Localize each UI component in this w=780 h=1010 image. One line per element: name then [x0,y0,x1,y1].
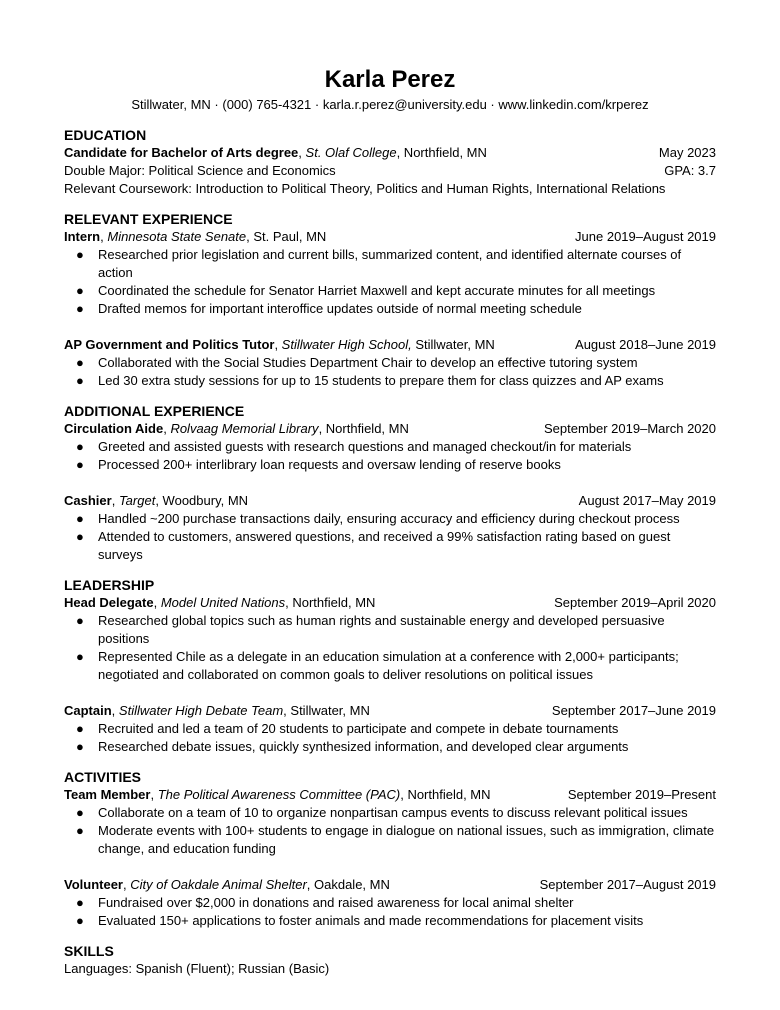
skills-languages: Languages: Spanish (Fluent); Russian (Basic) [64,961,330,976]
bullet-item [64,282,716,300]
entry-location: , Woodbury, MN [155,493,249,508]
bullet-text: Moderate events with 100+ students to engage in dialogue on national issues, such as immigration, climate change, and education funding [98,823,715,856]
bullet-item [64,246,716,282]
entry-date: June 2019–August 2019 [575,229,716,244]
bullet-icon: ● [76,823,84,838]
entry-heading: Intern, Minnesota State Senate, St. Paul, MN [64,229,327,244]
bullet-item [64,720,716,738]
bullet-icon: ● [76,895,84,910]
bullet-item [64,612,716,648]
bullet-icon: ● [76,511,84,526]
bullet-list [64,612,716,684]
bullet-text: Handled ~200 purchase transactions daily, ensuring accuracy and efficiency during checkout process [98,511,680,526]
entry-heading: Cashier, Target, Woodbury, MN [64,493,249,508]
entry-header [64,786,716,804]
experience-entry [64,228,716,318]
entry-header [64,876,716,894]
entry-location: , Oakdale, MN [306,877,390,892]
section-title-skills: SKILLS [64,943,114,959]
entry-org: Target [118,493,156,508]
bullet-list [64,354,716,390]
bullet-text: Coordinated the schedule for Senator Harriet Maxwell and kept accurate minutes for all meetings [98,283,656,298]
entry-date: September 2019–March 2020 [543,421,716,436]
bullet-icon: ● [76,439,84,454]
school-location: , Northfield, MN [396,145,487,160]
bullet-item [64,372,716,390]
contact-line: Stillwater, MN · (000) 765-4321 · karla.r.perez@university.edu · www.linkedin.com/krperez [131,97,649,112]
bullet-text: Recruited and led a team of 20 students to participate and compete in debate tournaments [98,721,619,736]
bullet-item [64,438,716,456]
bullet-icon: ● [76,649,84,664]
entry-location: , Stillwater, MN [283,703,370,718]
entry-org: Stillwater High Debate Team [118,703,284,718]
bullet-text: Attended to customers, answered questions, and received a 99% satisfaction rating based on guest surveys [98,529,671,562]
entry-date: September 2019–Present [567,787,716,802]
leadership-entry [64,702,716,756]
entry-role: AP Government and Politics Tutor [64,337,275,352]
entry-heading: Captain, Stillwater High Debate Team, Stillwater, MN [64,703,370,718]
bullet-item [64,354,716,372]
entry-date: August 2018–June 2019 [575,337,716,352]
bullet-text: Processed 200+ interlibrary loan requests and oversaw lending of reserve books [98,457,561,472]
section-title-additional-experience: ADDITIONAL EXPERIENCE [64,403,245,419]
entry-org: Minnesota State Senate [107,229,247,244]
entry-org: City of Oakdale Animal Shelter [130,877,307,892]
experience-entry [64,420,716,474]
experience-entry [64,336,716,390]
entry-date: September 2017–August 2019 [539,877,716,892]
bullet-text: Greeted and assisted guests with research questions and managed checkout/in for materials [98,439,632,454]
bullet-item [64,894,716,912]
bullet-text: Fundraised over $2,000 in donations and raised awareness for local animal shelter [98,895,574,910]
entry-role: Cashier [64,493,112,508]
entry-location: , Northfield, MN [400,787,491,802]
education-degree-text: Candidate for Bachelor of Arts degree, St. Olaf College, Northfield, MN [64,145,487,160]
entry-role: Head Delegate [64,595,154,610]
bullet-icon: ● [76,301,84,316]
entry-org: Model United Nations [160,595,286,610]
section-title-activities: ACTIVITIES [64,769,142,785]
entry-header [64,336,716,354]
bullet-list [64,246,716,318]
entry-heading: Team Member, The Political Awareness Committee (PAC), Northfield, MN [64,787,491,802]
entry-date: August 2017–May 2019 [578,493,716,508]
bullet-item [64,456,716,474]
entry-role: Team Member [64,787,151,802]
bullet-item [64,648,716,684]
bullet-text: Drafted memos for important interoffice updates outside of normal meeting schedule [98,301,582,316]
entry-org: The Political Awareness Committee (PAC) [157,787,401,802]
entry-header [64,594,716,612]
bullet-item [64,300,716,318]
entry-header [64,420,716,438]
gpa: GPA: 3.7 [664,163,716,178]
bullet-list [64,720,716,756]
entry-date: September 2017–June 2019 [551,703,716,718]
bullet-icon: ● [76,457,84,472]
bullet-text: Researched global topics such as human rights and sustainable energy and developed persuasive positions [98,613,665,646]
entry-role: Captain [64,703,112,718]
entry-heading: AP Government and Politics Tutor, Stillwater High School, Stillwater, MN [64,337,495,352]
education-date: May 2023 [658,145,716,160]
entry-location: , Northfield, MN [318,421,409,436]
bullet-list [64,894,716,930]
bullet-list [64,804,716,858]
bullet-text: Collaborate on a team of 10 to organize nonpartisan campus events to discuss relevant political issues [98,805,688,820]
bullet-icon: ● [76,355,84,370]
school: St. Olaf College [305,145,397,160]
entry-role: Volunteer [64,877,123,892]
experience-entry [64,492,716,564]
entry-role: Circulation Aide [64,421,164,436]
coursework: Relevant Coursework: Introduction to Political Theory, Politics and Human Rights, International Relations [64,181,666,196]
bullet-icon: ● [76,739,84,754]
bullet-icon: ● [76,805,84,820]
entry-org: Rolvaag Memorial Library [170,421,319,436]
resume-page [64,64,716,978]
bullet-icon: ● [76,247,84,262]
bullet-text: Collaborated with the Social Studies Department Chair to develop an effective tutoring system [98,355,638,370]
entry-header [64,492,716,510]
bullet-item [64,822,716,858]
resume-name: Karla Perez [324,66,456,93]
activity-entry [64,876,716,930]
section-title-relevant-experience: RELEVANT EXPERIENCE [64,211,233,227]
entry-header [64,228,716,246]
bullet-item [64,528,716,564]
section-title-leadership: LEADERSHIP [64,577,155,593]
activity-entry [64,786,716,858]
bullet-icon: ● [76,529,84,544]
bullet-icon: ● [76,913,84,928]
education-major-row [64,162,716,180]
major: Double Major: Political Science and Economics [64,163,336,178]
bullet-icon: ● [76,283,84,298]
entry-date: September 2019–April 2020 [554,595,716,610]
entry-header [64,702,716,720]
bullet-icon: ● [76,613,84,628]
bullet-text: Evaluated 150+ applications to foster animals and made recommendations for placement visits [98,913,644,928]
bullet-item [64,804,716,822]
bullet-icon: ● [76,721,84,736]
entry-location: Stillwater, MN [411,337,495,352]
bullet-text: Researched debate issues, quickly synthesized information, and developed clear arguments [98,739,629,754]
entry-org: Stillwater High School, [281,337,412,352]
bullet-text: Led 30 extra study sessions for up to 15 students to prepare them for class quizzes and AP exams [98,373,664,388]
bullet-text: Researched prior legislation and current bills, summarized content, and identified alternate courses of action [98,247,682,280]
entry-heading: Volunteer, City of Oakdale Animal Shelter, Oakdale, MN [64,877,390,892]
section-title-education: EDUCATION [64,127,147,143]
entry-heading: Head Delegate, Model United Nations, Northfield, MN [64,595,376,610]
education-degree-row [64,144,716,162]
degree: Candidate for Bachelor of Arts degree [64,145,299,160]
bullet-list [64,510,716,564]
bullet-item [64,510,716,528]
entry-location: , Northfield, MN [285,595,376,610]
entry-role: Intern [64,229,101,244]
entry-heading: Circulation Aide, Rolvaag Memorial Library, Northfield, MN [64,421,409,436]
leadership-entry [64,594,716,684]
bullet-list [64,438,716,474]
bullet-icon: ● [76,373,84,388]
bullet-item [64,912,716,930]
bullet-item [64,738,716,756]
bullet-text: Represented Chile as a delegate in an education simulation at a conference with 2,000+ participants; negotiated and collaborated on common goals to deliver resolutions on political issues [98,649,679,682]
entry-location: , St. Paul, MN [246,229,327,244]
